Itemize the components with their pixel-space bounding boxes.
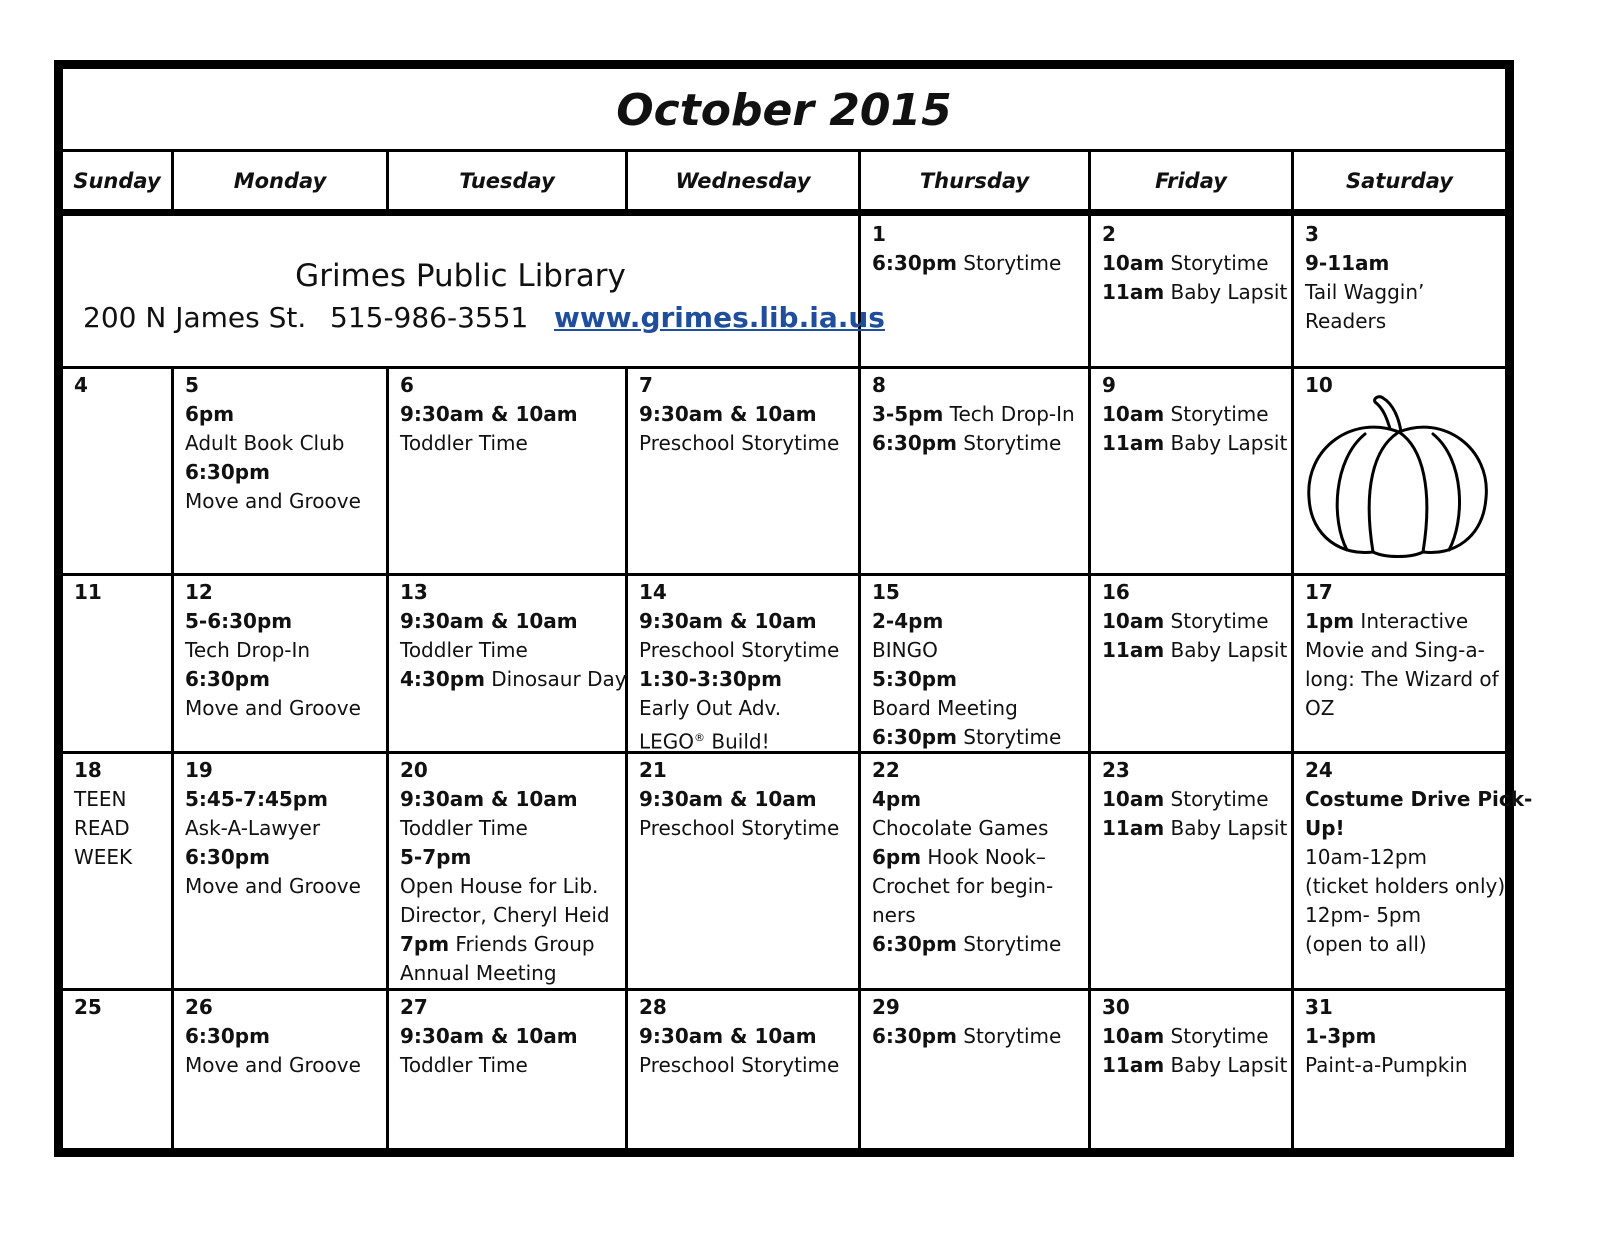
event-time: 9:30am & 10am <box>400 787 578 811</box>
event-line: Director, Cheryl Heid <box>400 903 610 927</box>
weekday-header: Thursday <box>919 169 1030 193</box>
day-number: 28 <box>639 995 667 1019</box>
day-cell-20 <box>400 756 610 988</box>
weekday-header: Tuesday <box>459 169 555 193</box>
day-number: 21 <box>639 758 667 782</box>
event-line: Move and Groove <box>185 489 361 513</box>
event-time: 9:30am & 10am <box>400 402 578 426</box>
day-number: 31 <box>1305 995 1333 1019</box>
event-line: Preschool Storytime <box>639 816 840 840</box>
event-line: OZ <box>1305 696 1335 720</box>
weekday-header: Friday <box>1155 169 1227 193</box>
event-time: 5-6:30pm <box>185 609 293 633</box>
event-line: Move and Groove <box>185 874 361 898</box>
day-number: 13 <box>400 580 428 604</box>
day-number: 19 <box>185 758 213 782</box>
pumpkin-icon <box>1303 390 1493 560</box>
day-number: 4 <box>74 373 88 397</box>
event-line: Toddler Time <box>400 1053 528 1077</box>
day-cell-6 <box>400 371 578 458</box>
event-line: (open to all) <box>1305 932 1427 956</box>
event-line: 11am Baby Lapsit <box>1102 431 1288 455</box>
event-line: Move and Groove <box>185 696 361 720</box>
event-line: 10am Storytime <box>1102 251 1269 275</box>
event-line: WEEK <box>74 845 133 869</box>
library-address: 200 N James St. <box>83 301 307 334</box>
event-line: 4:30pm Dinosaur Day <box>400 667 627 691</box>
event-time: 6:30pm <box>185 667 270 691</box>
event-line: Adult Book Club <box>185 431 345 455</box>
event-title: Costume Drive Pick- <box>1305 787 1533 811</box>
event-line: Readers <box>1305 309 1387 333</box>
day-number: 25 <box>74 995 102 1019</box>
event-line: 10am Storytime <box>1102 1024 1269 1048</box>
event-time: 5-7pm <box>400 845 472 869</box>
event-line: 11am Baby Lapsit <box>1102 1053 1288 1077</box>
library-name: Grimes Public Library <box>295 258 626 294</box>
grid-line <box>63 209 1505 216</box>
grid-line <box>63 149 1505 152</box>
event-line: Tail Waggin’ <box>1305 280 1425 304</box>
event-line: 6:30pm Storytime <box>872 725 1062 749</box>
day-number: 16 <box>1102 580 1130 604</box>
event-line: 1pm Interactive <box>1305 609 1469 633</box>
event-time: 6:30pm <box>185 845 270 869</box>
day-number: 18 <box>74 758 102 782</box>
event-line: Preschool Storytime <box>639 638 840 662</box>
day-number: 5 <box>185 373 199 397</box>
event-line: 12pm- 5pm <box>1305 903 1422 927</box>
day-number: 29 <box>872 995 900 1019</box>
day-cell-28 <box>639 993 839 1080</box>
day-cell-29 <box>872 993 1061 1051</box>
grid-line <box>625 366 628 1148</box>
day-cell-17 <box>1305 578 1499 723</box>
day-number: 14 <box>639 580 667 604</box>
event-line: BINGO <box>872 638 938 662</box>
event-line: 6pm Hook Nook– <box>872 845 1046 869</box>
day-number: 2 <box>1102 222 1116 246</box>
event-line: 3-5pm Tech Drop-In <box>872 402 1075 426</box>
event-line: 10am Storytime <box>1102 402 1269 426</box>
day-cell-22 <box>872 756 1061 959</box>
event-line: 10am Storytime <box>1102 609 1269 633</box>
event-line: Movie and Sing-a- <box>1305 638 1485 662</box>
event-line: Chocolate Games <box>872 816 1049 840</box>
grid-line <box>858 149 861 1148</box>
event-line: Early Out Adv. <box>639 696 782 720</box>
grid-line <box>1291 149 1294 1148</box>
day-number: 15 <box>872 580 900 604</box>
event-line: Open House for Lib. <box>400 874 599 898</box>
event-line: 11am Baby Lapsit <box>1102 638 1288 662</box>
day-cell-15 <box>872 578 1061 752</box>
day-number: 1 <box>872 222 886 246</box>
event-line: long: The Wizard of <box>1305 667 1499 691</box>
day-cell-27 <box>400 993 578 1080</box>
event-time: 6:30pm <box>185 1024 270 1048</box>
day-cell-4 <box>74 371 88 400</box>
day-cell-2 <box>1102 220 1287 307</box>
event-time: 5:45-7:45pm <box>185 787 328 811</box>
day-number: 20 <box>400 758 428 782</box>
event-time: 9:30am & 10am <box>400 1024 578 1048</box>
event-line: Preschool Storytime <box>639 431 840 455</box>
library-info <box>63 218 885 366</box>
day-number: 6 <box>400 373 414 397</box>
grid-line <box>386 366 389 1148</box>
grid-line <box>171 366 174 1148</box>
event-line: Tech Drop-In <box>185 638 311 662</box>
event-line: Ask-A-Lawyer <box>185 816 321 840</box>
day-number: 12 <box>185 580 213 604</box>
day-cell-26 <box>185 993 361 1080</box>
event-time: 6pm <box>185 402 235 426</box>
day-number: 22 <box>872 758 900 782</box>
day-cell-19 <box>185 756 361 901</box>
event-line: (ticket holders only) <box>1305 874 1506 898</box>
day-cell-9 <box>1102 371 1287 458</box>
event-line: Toddler Time <box>400 431 528 455</box>
event-time: 9:30am & 10am <box>400 609 578 633</box>
event-line: Paint-a-Pumpkin <box>1305 1053 1468 1077</box>
event-line: Board Meeting <box>872 696 1018 720</box>
day-number: 10 <box>1305 373 1333 397</box>
day-number: 17 <box>1305 580 1333 604</box>
event-line: 10am-12pm <box>1305 845 1428 869</box>
event-time: 4pm <box>872 787 922 811</box>
event-time: 5:30pm <box>872 667 957 691</box>
day-cell-31 <box>1305 993 1468 1080</box>
weekday-header: Monday <box>233 169 327 193</box>
weekday-header: Saturday <box>1346 169 1453 193</box>
day-number: 27 <box>400 995 428 1019</box>
weekday-header: Sunday <box>73 169 161 193</box>
day-cell-14 <box>639 578 839 757</box>
event-time: 1:30-3:30pm <box>639 667 782 691</box>
event-time: 9-11am <box>1305 251 1390 275</box>
day-cell-11 <box>74 578 102 607</box>
day-cell-23 <box>1102 756 1287 843</box>
day-number: 11 <box>74 580 102 604</box>
event-line: ners <box>872 903 916 927</box>
day-number: 8 <box>872 373 886 397</box>
day-cell-30 <box>1102 993 1287 1080</box>
day-cell-3 <box>1305 220 1424 336</box>
event-line: Toddler Time <box>400 638 528 662</box>
library-phone: 515-986-3551 <box>330 301 529 334</box>
event-line: 6:30pm Storytime <box>872 1024 1062 1048</box>
event-line: Annual Meeting <box>400 961 557 985</box>
day-cell-24 <box>1305 756 1532 959</box>
day-number: 9 <box>1102 373 1116 397</box>
event-line: 11am Baby Lapsit <box>1102 816 1288 840</box>
day-number: 3 <box>1305 222 1319 246</box>
event-time: 9:30am & 10am <box>639 609 817 633</box>
library-website-link[interactable]: www.grimes.lib.ia.us <box>554 301 885 334</box>
day-cell-21 <box>639 756 839 843</box>
event-time: 1-3pm <box>1305 1024 1377 1048</box>
event-line: 10am Storytime <box>1102 787 1269 811</box>
day-number: 26 <box>185 995 213 1019</box>
event-line: 6:30pm Storytime <box>872 251 1062 275</box>
day-cell-13 <box>400 578 627 694</box>
event-line: 6:30pm Storytime <box>872 431 1062 455</box>
grid-line <box>63 366 1505 369</box>
day-cell-5 <box>185 371 361 516</box>
grid-line <box>1088 149 1091 1148</box>
event-line: Toddler Time <box>400 816 528 840</box>
day-number: 7 <box>639 373 653 397</box>
day-cell-18 <box>74 756 132 872</box>
event-time: 9:30am & 10am <box>639 787 817 811</box>
day-number: 23 <box>1102 758 1130 782</box>
day-cell-8 <box>872 371 1075 458</box>
event-line: TEEN <box>74 787 127 811</box>
grid-line <box>63 988 1505 991</box>
event-time: 9:30am & 10am <box>639 402 817 426</box>
event-line: READ <box>74 816 130 840</box>
day-cell-1 <box>872 220 1061 278</box>
grid-line <box>63 573 1505 576</box>
day-cell-7 <box>639 371 839 458</box>
event-time: 2-4pm <box>872 609 944 633</box>
day-number: 30 <box>1102 995 1130 1019</box>
event-line: Preschool Storytime <box>639 1053 840 1077</box>
event-line: Move and Groove <box>185 1053 361 1077</box>
event-line: 11am Baby Lapsit <box>1102 280 1288 304</box>
event-line: 6:30pm Storytime <box>872 932 1062 956</box>
day-cell-25 <box>74 993 102 1022</box>
event-line: Crochet for begin- <box>872 874 1054 898</box>
event-line: 7pm Friends Group <box>400 932 595 956</box>
day-cell-12 <box>185 578 361 723</box>
event-title: Up! <box>1305 816 1345 840</box>
day-cell-16 <box>1102 578 1287 665</box>
event-line: LEGO® Build! <box>639 729 770 754</box>
calendar-title: October 2015 <box>616 84 952 136</box>
event-time: 9:30am & 10am <box>639 1024 817 1048</box>
event-time: 6:30pm <box>185 460 270 484</box>
day-number: 24 <box>1305 758 1333 782</box>
weekday-header: Wednesday <box>675 169 811 193</box>
